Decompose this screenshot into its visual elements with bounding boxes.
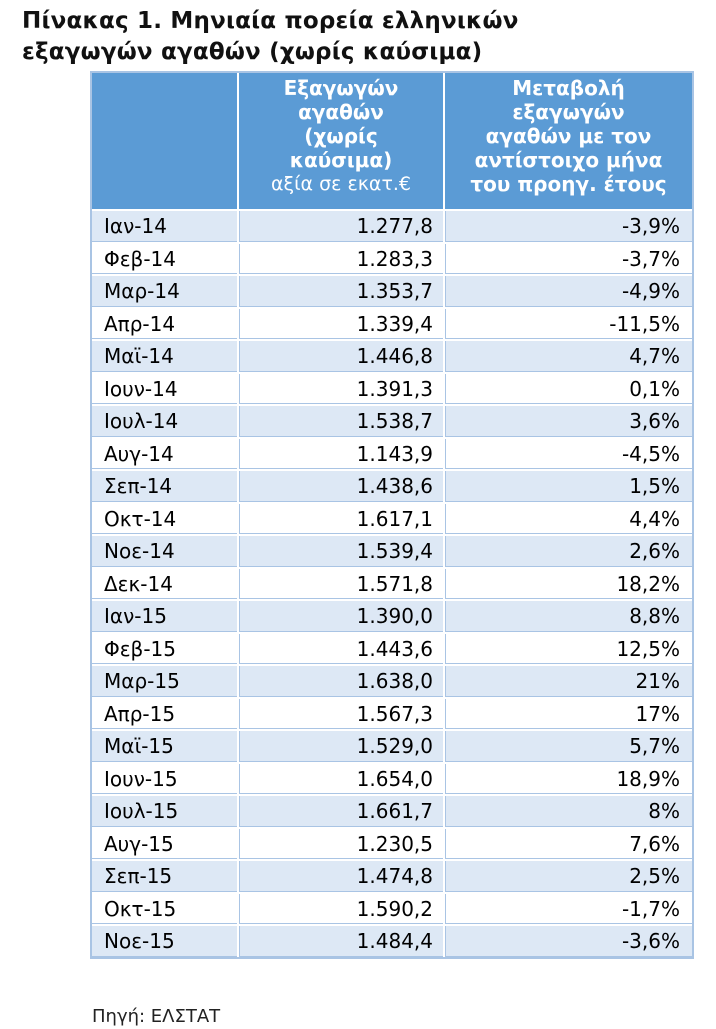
header-yoy-change-line: εξαγωγών [512,100,625,124]
header-exports-value-line: Εξαγωγών [283,76,399,100]
cell-month: Φεβ-14 [92,243,238,276]
cell-exports-value: 1.661,7 [238,795,444,828]
cell-month: Ιαν-15 [92,600,238,633]
cell-month: Απρ-15 [92,698,238,731]
cell-exports-value: 1.277,8 [238,210,444,243]
cell-exports-value: 1.283,3 [238,243,444,276]
cell-month: Ιουλ-15 [92,795,238,828]
cell-yoy-change: 4,4% [444,503,692,536]
cell-month: Ιουλ-14 [92,405,238,438]
cell-yoy-change: 18,9% [444,763,692,796]
cell-yoy-change: -4,9% [444,275,692,308]
cell-month: Μαρ-14 [92,275,238,308]
cell-month: Ιαν-14 [92,210,238,243]
cell-yoy-change: -11,5% [444,308,692,341]
table-row [92,568,692,601]
header-exports-unit: αξία σε εκατ.€ [270,173,412,195]
table-row [92,470,692,503]
cell-month: Μαϊ-15 [92,730,238,763]
table-row [92,405,692,438]
table-row [92,503,692,536]
table-row [92,860,692,893]
cell-yoy-change: -3,6% [444,925,692,957]
header-yoy-change [444,73,692,210]
cell-exports-value: 1.567,3 [238,698,444,731]
cell-yoy-change: 5,7% [444,730,692,763]
cell-exports-value: 1.474,8 [238,860,444,893]
cell-month: Νοε-14 [92,535,238,568]
cell-yoy-change: -3,9% [444,210,692,243]
cell-month: Ιουν-15 [92,763,238,796]
cell-exports-value: 1.538,7 [238,405,444,438]
cell-exports-value: 1.339,4 [238,308,444,341]
table-row [92,730,692,763]
header-yoy-change-line: Μεταβολή [512,76,625,100]
table-row [92,308,692,341]
cell-month: Δεκ-14 [92,568,238,601]
cell-exports-value: 1.617,1 [238,503,444,536]
cell-month: Ιουν-14 [92,373,238,406]
table-title [22,6,519,68]
cell-month: Νοε-15 [92,925,238,957]
cell-yoy-change: 8% [444,795,692,828]
cell-yoy-change: 0,1% [444,373,692,406]
cell-yoy-change: 8,8% [444,600,692,633]
exports-table [92,73,692,957]
cell-exports-value: 1.638,0 [238,665,444,698]
header-yoy-change-line: του προηγ. έτους [470,172,667,196]
cell-yoy-change: 21% [444,665,692,698]
cell-yoy-change: -3,7% [444,243,692,276]
cell-yoy-change: 3,6% [444,405,692,438]
cell-month: Οκτ-14 [92,503,238,536]
cell-exports-value: 1.390,0 [238,600,444,633]
cell-yoy-change: 4,7% [444,340,692,373]
table-row [92,275,692,308]
cell-exports-value: 1.391,3 [238,373,444,406]
table-row [92,893,692,926]
cell-month: Σεπ-14 [92,470,238,503]
header-exports-value-line: καύσιμα) [289,148,393,172]
table-row [92,438,692,471]
table-row [92,925,692,957]
cell-month: Φεβ-15 [92,633,238,666]
cell-month: Σεπ-15 [92,860,238,893]
table-row [92,633,692,666]
cell-yoy-change: -4,5% [444,438,692,471]
cell-exports-value: 1.443,6 [238,633,444,666]
table-header [92,73,692,210]
table-row [92,340,692,373]
source-note: Πηγή: ΕΛΣΤΑΤ [92,1006,221,1027]
cell-yoy-change: 2,6% [444,535,692,568]
table-title-line-1: Πίνακας 1. Μηνιαία πορεία ελληνικών [22,8,519,34]
header-exports-value-line: (χωρίς [304,124,378,148]
table-row [92,535,692,568]
cell-yoy-change: 18,2% [444,568,692,601]
cell-yoy-change: 17% [444,698,692,731]
cell-yoy-change: 2,5% [444,860,692,893]
cell-exports-value: 1.353,7 [238,275,444,308]
cell-exports-value: 1.438,6 [238,470,444,503]
header-yoy-change-label [449,76,688,196]
cell-month: Απρ-14 [92,308,238,341]
cell-exports-value: 1.446,8 [238,340,444,373]
cell-yoy-change: 1,5% [444,470,692,503]
cell-month: Οκτ-15 [92,893,238,926]
table-row [92,600,692,633]
cell-month: Μαϊ-14 [92,340,238,373]
cell-exports-value: 1.484,4 [238,925,444,957]
cell-month: Αυγ-15 [92,828,238,861]
cell-exports-value: 1.654,0 [238,763,444,796]
cell-exports-value: 1.590,2 [238,893,444,926]
header-exports-value-label [243,76,439,172]
table-row [92,243,692,276]
cell-exports-value: 1.571,8 [238,568,444,601]
header-month [92,73,238,210]
table-title-line-2: εξαγωγών αγαθών (χωρίς καύσιμα) [22,39,483,65]
cell-exports-value: 1.529,0 [238,730,444,763]
table-row [92,210,692,243]
cell-month: Μαρ-15 [92,665,238,698]
table-row [92,373,692,406]
table-row [92,665,692,698]
header-yoy-change-line: αντίστοιχο μήνα [474,148,663,172]
table-row [92,763,692,796]
cell-yoy-change: -1,7% [444,893,692,926]
table-row [92,698,692,731]
table-row [92,828,692,861]
cell-yoy-change: 12,5% [444,633,692,666]
header-exports-value-line: αγαθών [298,100,384,124]
table-body [92,210,692,957]
cell-exports-value: 1.230,5 [238,828,444,861]
table-row [92,795,692,828]
header-exports-value [238,73,444,210]
cell-exports-value: 1.539,4 [238,535,444,568]
cell-month: Αυγ-14 [92,438,238,471]
cell-exports-value: 1.143,9 [238,438,444,471]
cell-yoy-change: 7,6% [444,828,692,861]
header-yoy-change-line: αγαθών με τον [485,124,652,148]
